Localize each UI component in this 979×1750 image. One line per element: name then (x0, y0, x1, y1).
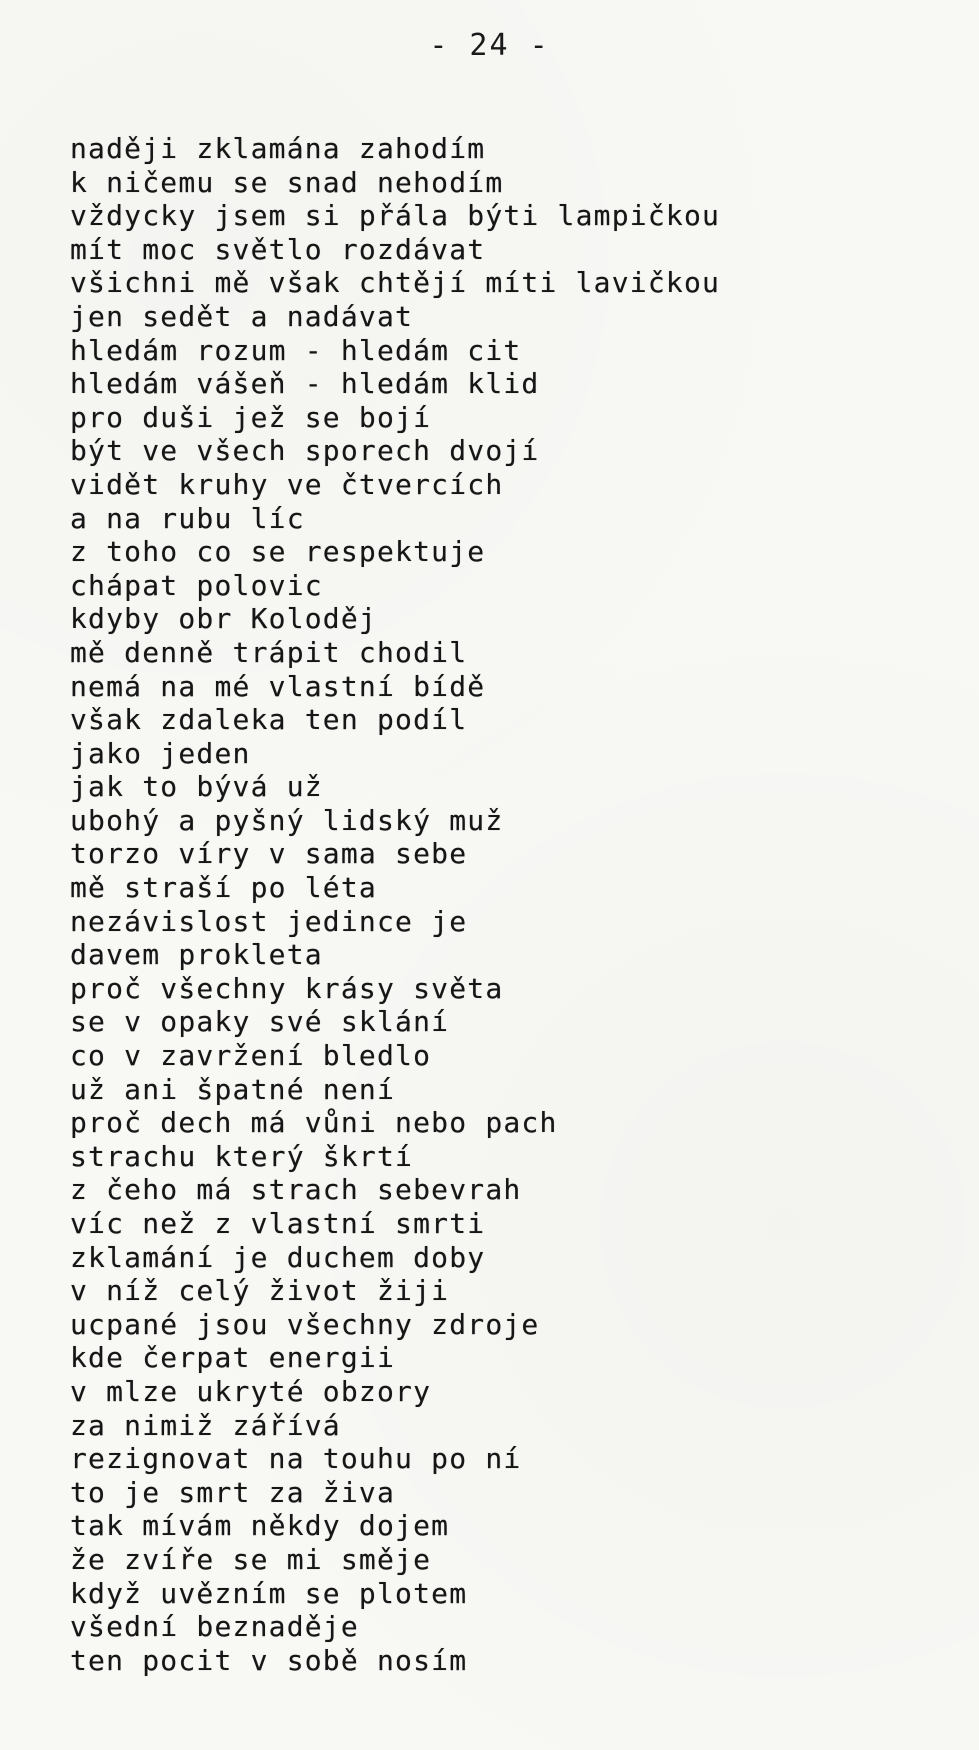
poem-line: v níž celý život žiji (70, 1274, 450, 1308)
poem-line: mít moc světlo rozdávat (70, 232, 486, 266)
poem-line: už ani špatné není (70, 1072, 396, 1106)
poem-line: co v zavržení bledlo (70, 1039, 432, 1073)
poem-line: všední beznaděje (70, 1610, 359, 1644)
poem-line: se v opaky své sklání (70, 1005, 450, 1039)
poem-line: hledám rozum - hledám cit (70, 333, 522, 367)
poem-line: víc než z vlastní smrti (70, 1207, 486, 1240)
poem-line: nezávislost jedince je (70, 904, 468, 938)
poem-line: rezignovat na touhu po ní (70, 1442, 522, 1476)
poem-line: mě denně trápit chodil (70, 635, 468, 669)
poem-text (70, 132, 930, 1677)
poem-line: naději zklamána zahodím (70, 132, 486, 165)
poem-line: jako jeden (70, 736, 251, 770)
poem-line: pro duši jež se bojí (70, 400, 432, 434)
poem-line: mě straší po léta (70, 871, 377, 905)
poem-line: že zvíře se mi směje (70, 1542, 432, 1576)
poem-line: zklamání je duchem doby (70, 1240, 486, 1274)
poem-line: jen sedět a nadávat (70, 299, 414, 333)
poem-line: všichni mě však chtějí míti lavičkou (70, 266, 721, 300)
poem-line: proč všechny krásy světa (70, 971, 504, 1005)
poem-line: kde čerpat energii (70, 1341, 396, 1375)
page-number: - 24 - (429, 28, 550, 63)
poem-line: k ničemu se snad nehodím (70, 165, 504, 199)
poem-line: chápat polovic (70, 568, 323, 602)
poem-line: torzo víry v sama sebe (70, 837, 468, 871)
poem-line: to je smrt za živa (70, 1475, 396, 1509)
poem-line: však zdaleka ten podíl (70, 703, 468, 737)
poem-line: ucpané jsou všechny zdroje (70, 1307, 540, 1341)
poem-line: strachu který škrtí (70, 1139, 414, 1173)
poem-line: nemá na mé vlastní bídě (70, 669, 486, 703)
poem-line: vidět kruhy ve čtvercích (70, 467, 504, 501)
poem-line: a na rubu líc (70, 501, 305, 535)
poem-line: v mlze ukryté obzory (70, 1374, 432, 1408)
poem-line: za nimiž zářívá (70, 1408, 341, 1442)
poem-line: tak mívám někdy dojem (70, 1509, 450, 1543)
poem-line: vždycky jsem si přála býti lampičkou (70, 199, 721, 233)
poem-line: davem prokleta (70, 938, 323, 972)
poem-line: být ve všech sporech dvojí (70, 434, 540, 468)
poem-line: když uvězním se plotem (70, 1576, 468, 1610)
poem-line: z toho co se respektuje (70, 535, 486, 569)
poem-line: ubohý a pyšný lidský muž (70, 803, 504, 837)
poem-line: hledám vášeň - hledám klid (70, 367, 540, 401)
poem-line: proč dech má vůni nebo pach (70, 1106, 558, 1140)
poem-line: jak to bývá už (70, 770, 323, 804)
poem-line: z čeho má strach sebevrah (70, 1173, 522, 1207)
poem-line: kdyby obr Koloděj (70, 602, 377, 636)
poem-line: ten pocit v sobě nosím (70, 1643, 468, 1677)
